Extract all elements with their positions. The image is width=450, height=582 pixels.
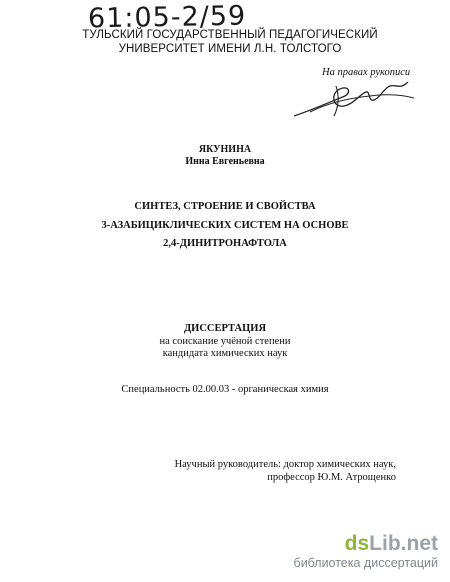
dissertation-line-3: кандидата химических наук: [162, 348, 288, 359]
title-line-1: СИНТЕЗ, СТРОЕНИЕ И СВОЙСТВА: [134, 201, 316, 212]
archive-stamp-number: 61:05-2/59: [87, 0, 247, 35]
title-line-2: 3-АЗАБИЦИКЛИЧЕСКИХ СИСТЕМ НА ОСНОВЕ: [101, 220, 349, 231]
university-header: [80, 28, 380, 56]
university-line-1: ТУЛЬСКИЙ ГОСУДАРСТВЕННЫЙ ПЕДАГОГИЧЕСКИЙ: [82, 29, 378, 41]
supervisor-line-1: Научный руководитель: доктор химических наук,: [174, 459, 396, 470]
university-line-2: УНИВЕРСИТЕТ ИМЕНИ Л.Н. ТОЛСТОГО: [118, 43, 342, 55]
watermark-brand-prefix: ds: [344, 532, 370, 555]
handwritten-signature: [290, 72, 420, 122]
author-given-names: Инна Евгеньевна: [185, 156, 265, 167]
supervisor-block: [175, 458, 396, 484]
rights-note: На правах рукописи: [322, 67, 411, 78]
title-line-3: 2,4-ДИНИТРОНАФТОЛА: [163, 238, 287, 249]
dslib-watermark-logo: [345, 532, 438, 556]
watermark-tagline: библиотека диссертаций: [293, 556, 438, 570]
supervisor-line-2: профессор Ю.М. Атрощенко: [267, 472, 396, 483]
specialty: Специальность 02.00.03 - органическая химия: [121, 384, 329, 395]
author-surname: ЯКУНИНА: [198, 144, 252, 155]
watermark-brand-main: Lib.net: [369, 532, 438, 555]
dissertation-heading: ДИССЕРТАЦИЯ: [183, 323, 267, 334]
dissertation-line-2: на соискание учёной степени: [159, 336, 291, 347]
